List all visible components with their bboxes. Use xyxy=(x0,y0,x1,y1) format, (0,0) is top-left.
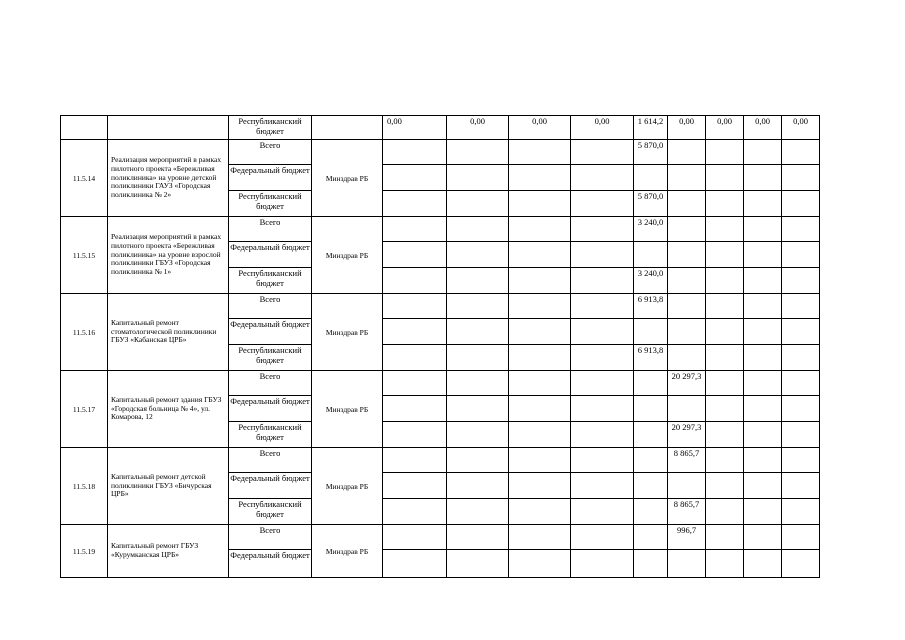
table-row xyxy=(61,140,820,165)
code-cell: 11.5.17 xyxy=(61,371,108,448)
value-cell xyxy=(782,345,820,371)
code-cell: 11.5.14 xyxy=(61,140,108,217)
value-cell xyxy=(509,268,571,294)
value-cell xyxy=(447,191,509,217)
value-cell xyxy=(509,422,571,448)
value-cell xyxy=(744,371,782,396)
value-cell xyxy=(383,191,447,217)
value-cell xyxy=(571,345,634,371)
value-cell xyxy=(447,525,509,550)
value-cell xyxy=(447,140,509,165)
source-cell: Всего xyxy=(229,217,312,242)
value-cell xyxy=(634,242,668,268)
value-cell xyxy=(668,242,706,268)
value-cell xyxy=(509,448,571,473)
value-cell xyxy=(383,345,447,371)
value-cell xyxy=(634,371,668,396)
value-cell xyxy=(509,396,571,422)
source-cell: Всего xyxy=(229,294,312,319)
value-cell xyxy=(571,550,634,578)
value-cell: 6 913,8 xyxy=(634,294,668,319)
value-cell xyxy=(509,473,571,499)
name-cell: Капитальный ремонт детской поликлиники ГБУЗ «Бичурская ЦРБ» xyxy=(108,448,229,525)
value-cell xyxy=(782,140,820,165)
value-cell xyxy=(383,217,447,242)
value-cell xyxy=(706,345,744,371)
value-cell xyxy=(447,165,509,191)
value-cell xyxy=(668,268,706,294)
value-cell xyxy=(706,473,744,499)
name-cell: Реализация мероприятий в рамках пилотного проекта «Бережливая поликлиника» на уровне детской поликлиники ГАУЗ «Городская поликлиника № 2» xyxy=(108,140,229,217)
value-cell: 20 297,3 xyxy=(668,422,706,448)
value-cell xyxy=(634,550,668,578)
table-row xyxy=(61,448,820,473)
value-cell xyxy=(668,345,706,371)
value-cell xyxy=(782,525,820,550)
value-cell xyxy=(571,319,634,345)
value-cell xyxy=(744,294,782,319)
name-cell xyxy=(108,116,229,140)
value-cell xyxy=(383,422,447,448)
source-cell: Республиканский бюджет xyxy=(229,345,312,371)
value-cell xyxy=(383,550,447,578)
value-cell xyxy=(383,165,447,191)
value-cell: 5 870,0 xyxy=(634,140,668,165)
value-cell xyxy=(509,242,571,268)
value-cell xyxy=(668,140,706,165)
source-cell: Республиканский бюджет xyxy=(229,116,312,140)
value-cell xyxy=(571,448,634,473)
value-cell xyxy=(668,165,706,191)
value-cell: 1 614,2 xyxy=(634,116,668,140)
value-cell xyxy=(447,422,509,448)
table-row xyxy=(61,371,820,396)
source-cell: Республиканский бюджет xyxy=(229,268,312,294)
value-cell xyxy=(571,473,634,499)
value-cell xyxy=(447,217,509,242)
value-cell xyxy=(744,268,782,294)
code-cell: 11.5.19 xyxy=(61,525,108,578)
value-cell xyxy=(706,268,744,294)
value-cell xyxy=(782,268,820,294)
value-cell xyxy=(571,165,634,191)
value-cell xyxy=(744,217,782,242)
value-cell xyxy=(509,499,571,525)
value-cell xyxy=(571,499,634,525)
value-cell xyxy=(383,499,447,525)
value-cell xyxy=(571,294,634,319)
value-cell xyxy=(668,191,706,217)
value-cell: 0,00 xyxy=(744,116,782,140)
value-cell xyxy=(706,448,744,473)
value-cell xyxy=(706,140,744,165)
budget-table xyxy=(60,115,820,578)
source-cell: Всего xyxy=(229,525,312,550)
value-cell xyxy=(509,345,571,371)
value-cell xyxy=(668,396,706,422)
value-cell xyxy=(668,319,706,345)
value-cell: 0,00 xyxy=(447,116,509,140)
value-cell xyxy=(668,294,706,319)
source-cell: Федеральный бюджет xyxy=(229,242,312,268)
table-row xyxy=(61,116,820,140)
value-cell xyxy=(447,473,509,499)
code-cell xyxy=(61,116,108,140)
source-cell: Всего xyxy=(229,371,312,396)
value-cell xyxy=(782,294,820,319)
executor-cell: Минздрав РБ xyxy=(312,525,383,578)
value-cell xyxy=(383,396,447,422)
source-cell: Федеральный бюджет xyxy=(229,396,312,422)
value-cell xyxy=(706,294,744,319)
value-cell xyxy=(668,473,706,499)
value-cell xyxy=(744,448,782,473)
value-cell: 6 913,8 xyxy=(634,345,668,371)
value-cell: 0,00 xyxy=(571,116,634,140)
value-cell xyxy=(634,319,668,345)
code-cell: 11.5.15 xyxy=(61,217,108,294)
name-cell: Реализация мероприятий в рамках пилотного проекта «Бережливая поликлиника» на уровне взрослой поликлиники ГБУЗ «Городская поликлиника № 1» xyxy=(108,217,229,294)
value-cell xyxy=(782,217,820,242)
value-cell xyxy=(447,268,509,294)
value-cell xyxy=(782,396,820,422)
source-cell: Республиканский бюджет xyxy=(229,422,312,448)
value-cell xyxy=(447,319,509,345)
value-cell xyxy=(509,217,571,242)
value-cell xyxy=(383,525,447,550)
value-cell xyxy=(706,371,744,396)
value-cell xyxy=(634,473,668,499)
value-cell xyxy=(706,499,744,525)
value-cell xyxy=(509,191,571,217)
value-cell xyxy=(447,242,509,268)
value-cell xyxy=(744,525,782,550)
value-cell: 0,00 xyxy=(782,116,820,140)
source-cell: Всего xyxy=(229,140,312,165)
value-cell xyxy=(744,396,782,422)
value-cell xyxy=(744,499,782,525)
value-cell xyxy=(509,294,571,319)
value-cell xyxy=(509,319,571,345)
value-cell xyxy=(706,525,744,550)
value-cell xyxy=(447,294,509,319)
source-cell: Федеральный бюджет xyxy=(229,165,312,191)
value-cell xyxy=(634,422,668,448)
value-cell xyxy=(571,242,634,268)
value-cell xyxy=(383,294,447,319)
value-cell xyxy=(706,396,744,422)
value-cell xyxy=(634,525,668,550)
value-cell xyxy=(706,191,744,217)
value-cell xyxy=(706,422,744,448)
name-cell: Капитальный ремонт стоматологической поликлиники ГБУЗ «Кабанская ЦРБ» xyxy=(108,294,229,371)
executor-cell: Минздрав РБ xyxy=(312,140,383,217)
value-cell xyxy=(571,191,634,217)
value-cell xyxy=(782,499,820,525)
value-cell: 996,7 xyxy=(668,525,706,550)
value-cell xyxy=(383,140,447,165)
value-cell xyxy=(509,525,571,550)
source-cell: Всего xyxy=(229,448,312,473)
value-cell xyxy=(782,473,820,499)
executor-cell: Минздрав РБ xyxy=(312,217,383,294)
value-cell: 8 865,7 xyxy=(668,499,706,525)
value-cell xyxy=(634,499,668,525)
value-cell xyxy=(782,550,820,578)
source-cell: Федеральный бюджет xyxy=(229,550,312,578)
source-cell: Республиканский бюджет xyxy=(229,191,312,217)
value-cell xyxy=(782,165,820,191)
value-cell: 20 297,3 xyxy=(668,371,706,396)
value-cell xyxy=(744,550,782,578)
executor-cell: Минздрав РБ xyxy=(312,371,383,448)
value-cell: 0,00 xyxy=(668,116,706,140)
value-cell xyxy=(744,140,782,165)
table-row xyxy=(61,525,820,550)
value-cell: 8 865,7 xyxy=(668,448,706,473)
value-cell xyxy=(447,396,509,422)
value-cell xyxy=(744,319,782,345)
value-cell: 3 240,0 xyxy=(634,268,668,294)
executor-cell: Минздрав РБ xyxy=(312,448,383,525)
value-cell xyxy=(383,268,447,294)
value-cell xyxy=(706,242,744,268)
value-cell xyxy=(782,371,820,396)
value-cell xyxy=(706,217,744,242)
value-cell xyxy=(634,165,668,191)
value-cell: 5 870,0 xyxy=(634,191,668,217)
value-cell xyxy=(509,140,571,165)
executor-cell: Минздрав РБ xyxy=(312,294,383,371)
code-cell: 11.5.18 xyxy=(61,448,108,525)
value-cell xyxy=(634,448,668,473)
value-cell xyxy=(447,499,509,525)
value-cell xyxy=(744,242,782,268)
value-cell xyxy=(634,396,668,422)
code-cell: 11.5.16 xyxy=(61,294,108,371)
value-cell xyxy=(782,191,820,217)
table-row xyxy=(61,217,820,242)
table-row xyxy=(61,294,820,319)
name-cell: Капитальный ремонт здания ГБУЗ «Городская больница № 4», ул. Комарова, 12 xyxy=(108,371,229,448)
value-cell: 3 240,0 xyxy=(634,217,668,242)
name-cell: Капитальный ремонт ГБУЗ «Курумканская ЦРБ» xyxy=(108,525,229,578)
value-cell xyxy=(447,371,509,396)
value-cell xyxy=(782,242,820,268)
source-cell: Федеральный бюджет xyxy=(229,473,312,499)
value-cell xyxy=(447,550,509,578)
value-cell xyxy=(668,550,706,578)
value-cell xyxy=(706,550,744,578)
value-cell xyxy=(383,371,447,396)
value-cell xyxy=(383,473,447,499)
value-cell xyxy=(782,422,820,448)
value-cell xyxy=(571,268,634,294)
value-cell xyxy=(782,448,820,473)
value-cell xyxy=(383,448,447,473)
value-cell xyxy=(509,165,571,191)
value-cell xyxy=(383,242,447,268)
value-cell xyxy=(571,217,634,242)
value-cell xyxy=(571,525,634,550)
value-cell xyxy=(571,422,634,448)
value-cell xyxy=(744,165,782,191)
value-cell xyxy=(383,319,447,345)
source-cell: Республиканский бюджет xyxy=(229,499,312,525)
value-cell xyxy=(571,140,634,165)
value-cell xyxy=(706,165,744,191)
value-cell xyxy=(447,345,509,371)
value-cell xyxy=(706,319,744,345)
value-cell xyxy=(571,396,634,422)
value-cell: 0,00 xyxy=(706,116,744,140)
value-cell xyxy=(744,345,782,371)
value-cell xyxy=(744,473,782,499)
value-cell xyxy=(509,550,571,578)
value-cell xyxy=(571,371,634,396)
value-cell: 0,00 xyxy=(509,116,571,140)
value-cell xyxy=(668,217,706,242)
source-cell: Федеральный бюджет xyxy=(229,319,312,345)
value-cell: 0,00 xyxy=(383,116,447,140)
value-cell xyxy=(744,191,782,217)
value-cell xyxy=(509,371,571,396)
value-cell xyxy=(782,319,820,345)
executor-cell xyxy=(312,116,383,140)
value-cell xyxy=(744,422,782,448)
value-cell xyxy=(447,448,509,473)
